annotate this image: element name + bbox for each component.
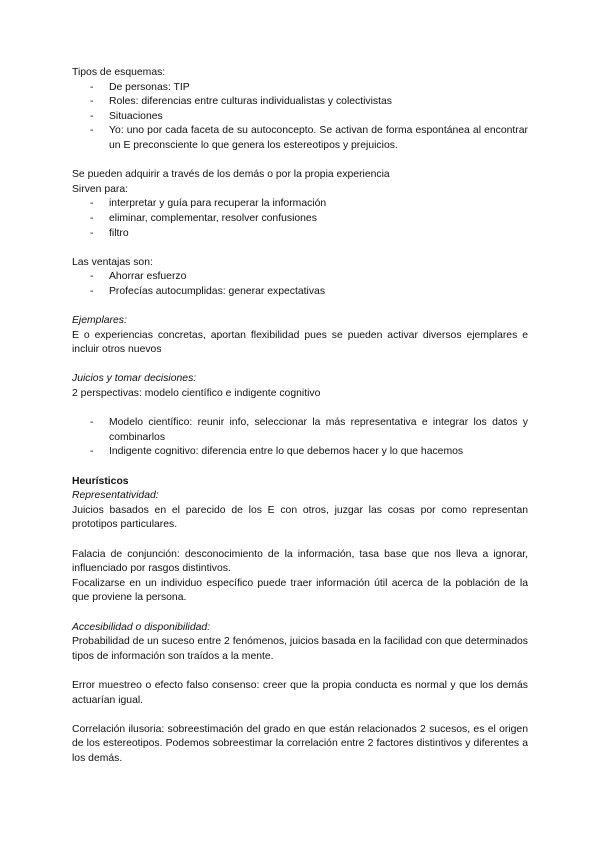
representatividad-text: Juicios basados en el parecido de los E con otros, juzgar las cosas por como representan prototipos particulares. <box>72 504 528 531</box>
spacer <box>72 154 528 169</box>
list-item: - Roles: diferencias entre culturas individualistas y colectivistas <box>72 95 528 110</box>
spacer <box>72 358 528 373</box>
spacer <box>72 402 528 417</box>
list-item: - Modelo científico: reunir info, seleccionar la más representativa e integrar los datos y combinarlos <box>72 416 528 445</box>
representatividad-heading: Representatividad: <box>72 490 159 502</box>
juicios-list <box>72 416 528 460</box>
list-item: - interpretar y guía para recuperar la información <box>72 197 528 212</box>
ventajas-list <box>72 270 528 299</box>
list-item: - eliminar, complementar, resolver confusiones <box>72 212 528 227</box>
ejemplares-text: E o experiencias concretas, aportan flexibilidad pues se pueden activar diversos ejemplares e incluir otros nuevos <box>72 329 528 356</box>
ejemplares-heading: Ejemplares: <box>72 315 127 327</box>
spacer <box>72 241 528 256</box>
sirven-heading: Sirven para: <box>72 183 129 195</box>
spacer <box>72 533 528 548</box>
list-item: - Indigente cognitivo: diferencia entre lo que debemos hacer y lo que hacemos <box>72 445 528 460</box>
accesibilidad-text: Probabilidad de un suceso entre 2 fenómenos, juicios basada en la facilidad con que determinados tipos de información son traídos a la mente. <box>72 636 528 662</box>
document-page <box>72 66 528 767</box>
error-text: Error muestreo o efecto falso consenso: creer que la propia conducta es normal y que los demás actuarían igual. <box>72 679 528 706</box>
juicios-heading: Juicios y tomar decisiones: <box>72 373 197 385</box>
spacer <box>72 300 528 315</box>
spacer <box>72 708 528 723</box>
list-item: - Profecías autocumplidas: generar expectativas <box>72 285 528 300</box>
list-item: - Ahorrar esfuerzo <box>72 270 528 285</box>
list-item: - De personas: TIP <box>72 81 528 96</box>
list-item: - Yo: uno por cada faceta de su autoconcepto. Se activan de forma espontánea al encontrar un E preconsciente lo que genera los estereotipos y prejuicios. <box>72 124 528 153</box>
accesibilidad-heading: Accesibilidad o disponibilidad: <box>72 621 211 633</box>
sirven-list <box>72 197 528 241</box>
focalizarse-text: Focalizarse en un individuo específico puede traer información útil acerca de la población de la que proviene la persona. <box>72 577 528 604</box>
spacer <box>72 664 528 679</box>
heuristicos-heading: Heurísticos <box>72 475 129 487</box>
list-item: - filtro <box>72 227 528 242</box>
spacer <box>72 460 528 475</box>
adquirir-text: Se pueden adquirir a través de los demás o por la propia experiencia <box>72 169 390 181</box>
spacer <box>72 606 528 621</box>
falacia-text: Falacia de conjunción: desconocimiento de la información, tasa base que nos lleva a ignorar, influenciado por rasgos distintivos. <box>72 548 528 575</box>
tipos-list <box>72 81 528 154</box>
ventajas-heading: Las ventajas son: <box>72 256 153 268</box>
tipos-heading: Tipos de esquemas: <box>72 67 166 78</box>
juicios-text: 2 perspectivas: modelo científico e indigente cognitivo <box>72 388 321 400</box>
correlacion-text: Correlación ilusoria: sobreestimación del grado en que están relacionados 2 sucesos, es el origen de los estereotipos. Podemos sobreestimar la correlación entre 2 factores distintivos y diferentes a los demás. <box>72 723 528 764</box>
list-item: - Situaciones <box>72 110 528 125</box>
